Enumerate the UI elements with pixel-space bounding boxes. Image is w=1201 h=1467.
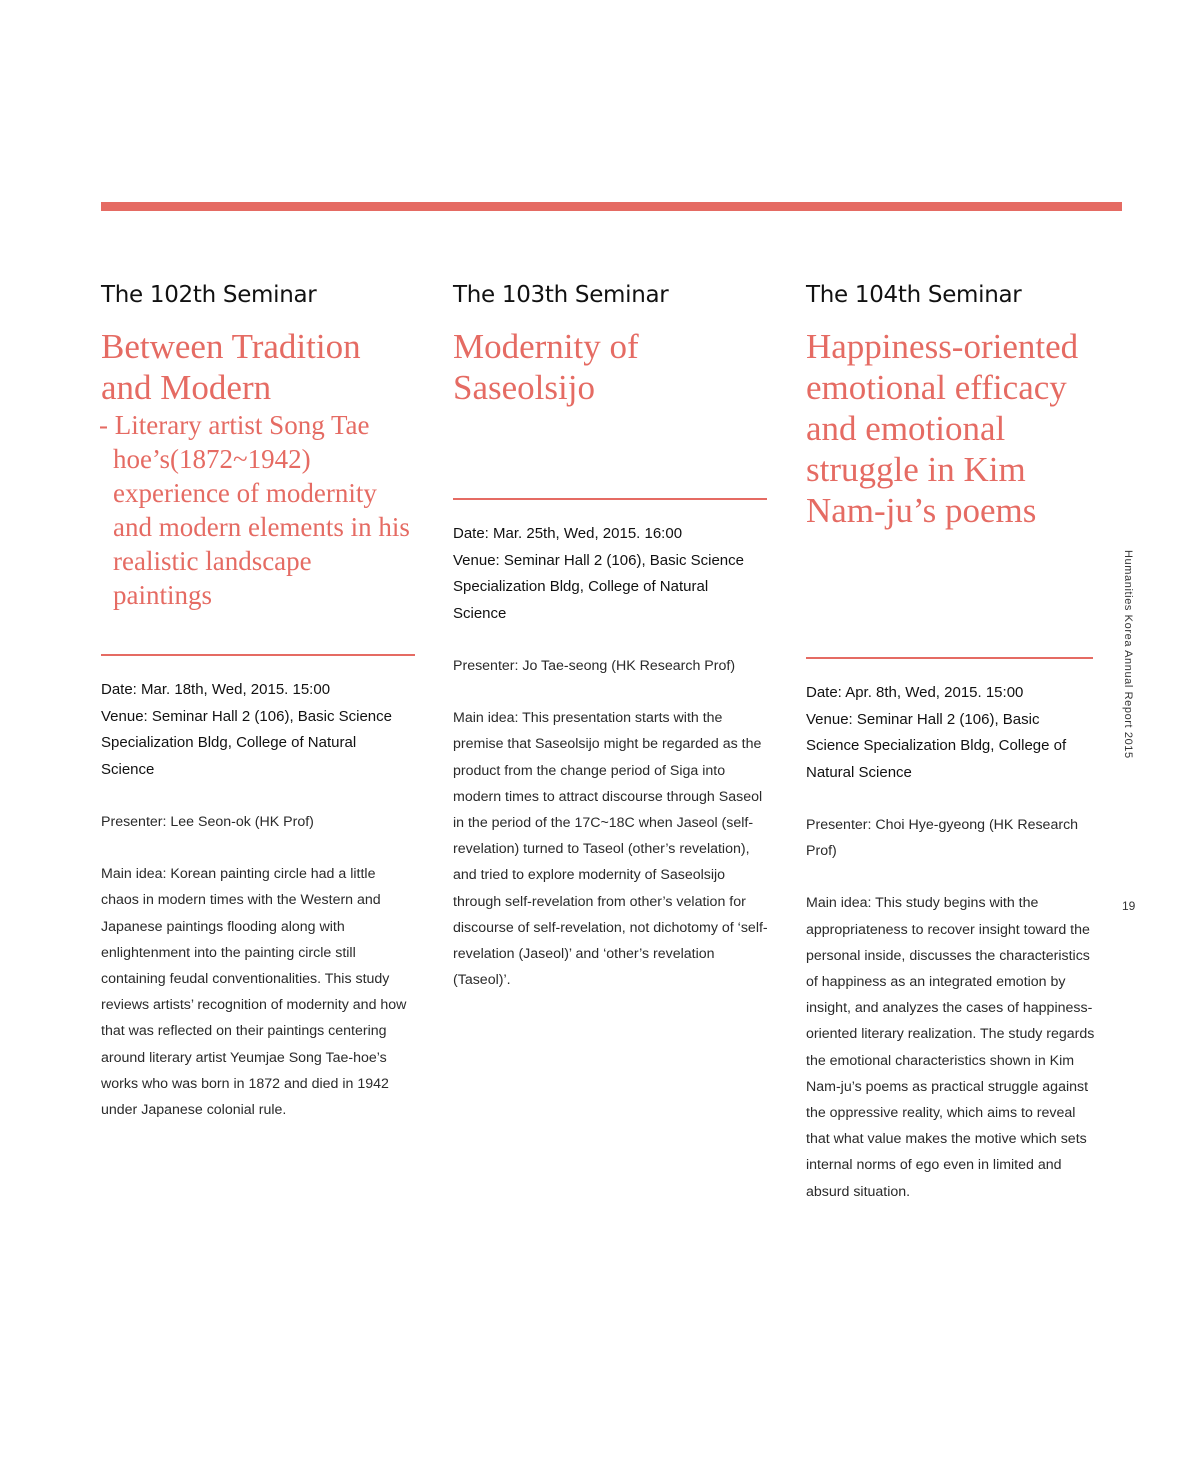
section-divider xyxy=(101,654,415,656)
page-number: 19 xyxy=(1122,899,1136,913)
seminar-venue: Venue: Seminar Hall 2 (106), Basic Science Specialization Bldg, College of Natural Science xyxy=(453,551,744,622)
seminar-title: Modernity of Saseolsijo xyxy=(453,327,639,407)
seminar-date: Date: Mar. 25th, Wed, 2015. 16:00 xyxy=(453,525,683,542)
top-accent-rule xyxy=(101,202,1122,211)
seminar-label: The 103th Seminar xyxy=(453,282,669,308)
seminar-presenter: Presenter: Lee Seon-ok (HK Prof) xyxy=(101,814,314,830)
running-header: Humanities Korea Annual Report 2015 xyxy=(1122,550,1134,759)
seminar-column-104 xyxy=(806,280,1122,1205)
seminar-venue: Venue: Seminar Hall 2 (106), Basic Science Specialization Bldg, College of Natural Science xyxy=(101,707,392,778)
seminar-label: The 104th Seminar xyxy=(806,282,1022,308)
seminar-date: Date: Mar. 18th, Wed, 2015. 15:00 xyxy=(101,681,331,698)
seminar-presenter: Presenter: Jo Tae-seong (HK Research Prof) xyxy=(453,658,736,674)
seminar-title: Happiness-oriented emotional efficacy and emotional struggle in Kim Nam-ju’s poems xyxy=(806,327,1079,530)
section-divider xyxy=(806,657,1093,659)
seminar-date: Date: Apr. 8th, Wed, 2015. 15:00 xyxy=(806,684,1024,701)
section-divider xyxy=(453,498,767,500)
seminar-main-idea: Main idea: Korean painting circle had a little chaos in modern times with the Western and Japanese paintings flooding along with enlightenment into the painting circle still containing feudal conventionalities. This study reviews artists’ recognition of modernity and how that was reflected on their paintings centering around literary artist Yeumjae Song Tae-hoe’s works who was born in 1872 and died in 1942 under Japanese colonial rule. xyxy=(101,866,407,1119)
seminar-venue: Venue: Seminar Hall 2 (106), Basic Science Specialization Bldg, College of Natural Science xyxy=(806,710,1067,781)
seminar-main-idea: Main idea: This presentation starts with the premise that Saseolsijo might be regarded as the product from the change period of Siga into modern times to attract discourse through Saseol in the period of the 17C~18C when Jaseol (self-revelation) turned to Taseol (other’s revelation), and tried to explore modernity of Saseolsijo through self-revelation from other’s velation for discourse of self-revelation, not dichotomy of ‘self-revelation (Jaseol)’ and ‘other’s revelation (Taseol)’. xyxy=(453,710,768,989)
seminar-column-103 xyxy=(453,280,769,993)
seminar-presenter: Presenter: Choi Hye-gyeong (HK Research Prof) xyxy=(806,817,1079,860)
seminar-label: The 102th Seminar xyxy=(101,282,317,308)
seminar-title: Between Tradition and Modern xyxy=(101,327,361,407)
seminar-column-102 xyxy=(101,280,417,1123)
seminar-main-idea: Main idea: This study begins with the appropriateness to recover insight toward the personal inside, discusses the characteristics of happiness as an integrated emotion by insight, and analyzes the cases of happiness-oriented literary realization. The study regards the emotional characteristics shown in Kim Nam-ju’s poems as practical struggle against the oppressive reality, which aims to reveal that what value makes the motive which sets internal norms of ego even in limited and absurd situation. xyxy=(806,895,1095,1200)
seminar-subtitle: - Literary artist Song Tae hoe’s(1872~1942) experience of modernity and modern elements in his realistic landscape paintings xyxy=(99,410,410,610)
